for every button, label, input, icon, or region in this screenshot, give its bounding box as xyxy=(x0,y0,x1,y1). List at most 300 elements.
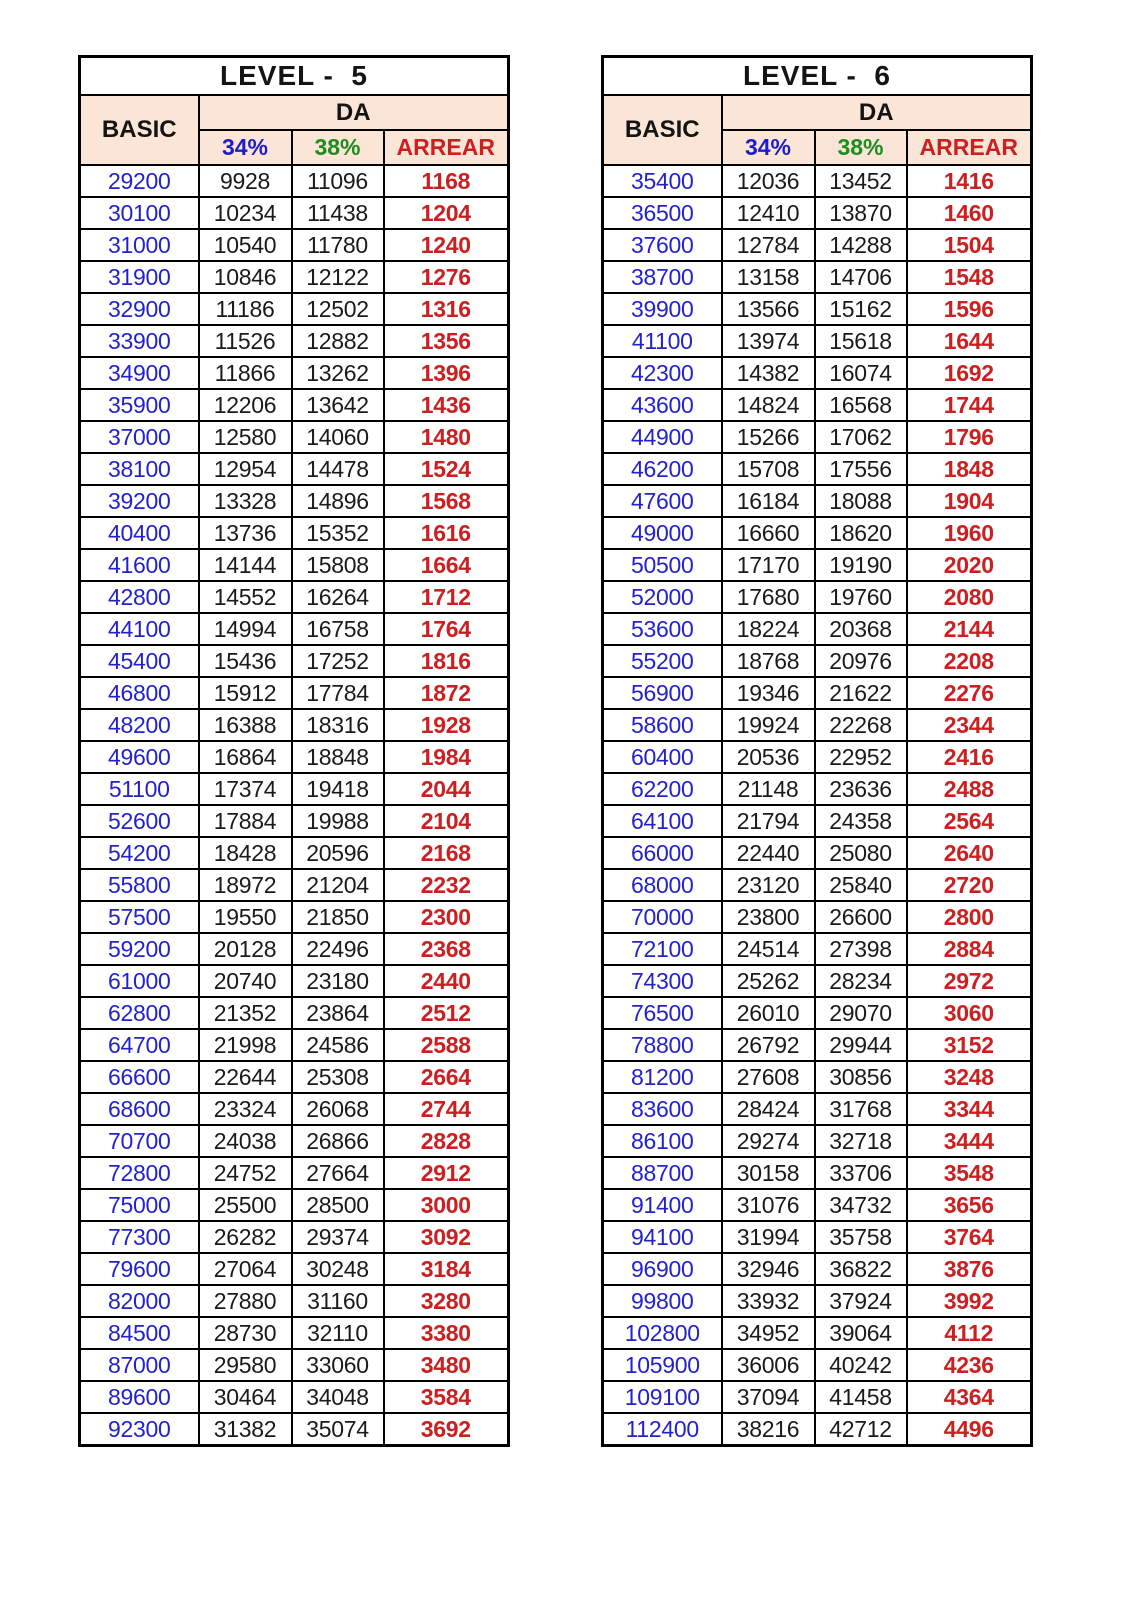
table-row xyxy=(80,1285,509,1317)
da-38-value: 20976 xyxy=(815,645,907,677)
table-row xyxy=(603,965,1032,997)
da-34-value: 28730 xyxy=(199,1317,292,1349)
table-row xyxy=(80,261,509,293)
da-34-header: 34% xyxy=(722,130,815,165)
basic-value: 81200 xyxy=(603,1061,722,1093)
da-34-value: 12206 xyxy=(199,389,292,421)
table-row xyxy=(603,165,1032,197)
da-34-value: 16184 xyxy=(722,485,815,517)
arrear-value: 2416 xyxy=(907,741,1032,773)
arrear-value: 2440 xyxy=(384,965,509,997)
da-38-value: 14896 xyxy=(292,485,384,517)
arrear-value: 1692 xyxy=(907,357,1032,389)
table-row xyxy=(603,677,1032,709)
basic-value: 59200 xyxy=(80,933,199,965)
da-38-value: 17062 xyxy=(815,421,907,453)
da-38-value: 28500 xyxy=(292,1189,384,1221)
arrear-value: 3092 xyxy=(384,1221,509,1253)
table-header-row-1 xyxy=(80,95,509,130)
da-34-value: 14552 xyxy=(199,581,292,613)
da-34-value: 18972 xyxy=(199,869,292,901)
table-title: LEVEL - 6 xyxy=(603,57,1032,96)
basic-value: 39200 xyxy=(80,485,199,517)
da-38-value: 15808 xyxy=(292,549,384,581)
da-38-value: 30248 xyxy=(292,1253,384,1285)
table-row xyxy=(603,709,1032,741)
da-38-value: 36822 xyxy=(815,1253,907,1285)
basic-value: 72800 xyxy=(80,1157,199,1189)
da-38-header: 38% xyxy=(815,130,907,165)
basic-value: 37000 xyxy=(80,421,199,453)
table-row xyxy=(603,261,1032,293)
da-38-value: 29944 xyxy=(815,1029,907,1061)
arrear-value: 1764 xyxy=(384,613,509,645)
da-38-value: 29070 xyxy=(815,997,907,1029)
da-34-value: 16864 xyxy=(199,741,292,773)
arrear-value: 3000 xyxy=(384,1189,509,1221)
arrear-value: 2232 xyxy=(384,869,509,901)
arrear-value: 1712 xyxy=(384,581,509,613)
da-38-value: 12882 xyxy=(292,325,384,357)
basic-value: 49600 xyxy=(80,741,199,773)
basic-value: 36500 xyxy=(603,197,722,229)
da-34-value: 28424 xyxy=(722,1093,815,1125)
da-34-value: 11186 xyxy=(199,293,292,325)
da-34-value: 17170 xyxy=(722,549,815,581)
table-row xyxy=(603,1413,1032,1446)
table-row xyxy=(603,1253,1032,1285)
arrear-value: 4236 xyxy=(907,1349,1032,1381)
table-row xyxy=(80,965,509,997)
da-38-value: 32110 xyxy=(292,1317,384,1349)
da-34-value: 17680 xyxy=(722,581,815,613)
arrear-value: 1616 xyxy=(384,517,509,549)
table-row xyxy=(80,1189,509,1221)
da-38-value: 19418 xyxy=(292,773,384,805)
table-row xyxy=(80,1253,509,1285)
da-38-value: 26068 xyxy=(292,1093,384,1125)
da-38-value: 39064 xyxy=(815,1317,907,1349)
basic-value: 45400 xyxy=(80,645,199,677)
basic-value: 70000 xyxy=(603,901,722,933)
da-38-value: 11096 xyxy=(292,165,384,197)
da-38-value: 29374 xyxy=(292,1221,384,1253)
basic-value: 102800 xyxy=(603,1317,722,1349)
arrear-header: ARREAR xyxy=(907,130,1032,165)
da-38-value: 18620 xyxy=(815,517,907,549)
da-34-value: 14144 xyxy=(199,549,292,581)
da-34-value: 24752 xyxy=(199,1157,292,1189)
da-38-value: 17784 xyxy=(292,677,384,709)
table-row xyxy=(603,933,1032,965)
basic-value: 41600 xyxy=(80,549,199,581)
arrear-value: 3344 xyxy=(907,1093,1032,1125)
arrear-value: 1168 xyxy=(384,165,509,197)
da-34-value: 26282 xyxy=(199,1221,292,1253)
basic-value: 56900 xyxy=(603,677,722,709)
arrear-value: 2720 xyxy=(907,869,1032,901)
table-row xyxy=(603,357,1032,389)
basic-value: 50500 xyxy=(603,549,722,581)
basic-value: 68600 xyxy=(80,1093,199,1125)
arrear-value: 2640 xyxy=(907,837,1032,869)
arrear-value: 2488 xyxy=(907,773,1032,805)
da-34-value: 21148 xyxy=(722,773,815,805)
da-38-value: 18316 xyxy=(292,709,384,741)
da-38-value: 14706 xyxy=(815,261,907,293)
basic-value: 44100 xyxy=(80,613,199,645)
da-34-value: 12784 xyxy=(722,229,815,261)
basic-value: 109100 xyxy=(603,1381,722,1413)
arrear-value: 1960 xyxy=(907,517,1032,549)
table-row xyxy=(603,901,1032,933)
pay-tables-container xyxy=(78,55,1033,1447)
da-34-value: 36006 xyxy=(722,1349,815,1381)
da-header: DA xyxy=(199,95,509,130)
da-38-value: 34048 xyxy=(292,1381,384,1413)
arrear-value: 1744 xyxy=(907,389,1032,421)
da-38-value: 26866 xyxy=(292,1125,384,1157)
da-34-value: 15266 xyxy=(722,421,815,453)
da-34-value: 20536 xyxy=(722,741,815,773)
table-row xyxy=(80,517,509,549)
arrear-value: 2104 xyxy=(384,805,509,837)
table-row xyxy=(80,1061,509,1093)
arrear-value: 3692 xyxy=(384,1413,509,1446)
arrear-value: 1644 xyxy=(907,325,1032,357)
da-34-value: 20740 xyxy=(199,965,292,997)
table-row xyxy=(603,549,1032,581)
da-38-value: 25840 xyxy=(815,869,907,901)
arrear-value: 2044 xyxy=(384,773,509,805)
da-34-value: 14994 xyxy=(199,613,292,645)
arrear-value: 3656 xyxy=(907,1189,1032,1221)
table-title: LEVEL - 5 xyxy=(80,57,509,96)
arrear-value: 1480 xyxy=(384,421,509,453)
basic-value: 40400 xyxy=(80,517,199,549)
table-row xyxy=(80,1221,509,1253)
da-34-value: 17884 xyxy=(199,805,292,837)
table-row xyxy=(603,1061,1032,1093)
basic-value: 62800 xyxy=(80,997,199,1029)
da-38-value: 40242 xyxy=(815,1349,907,1381)
da-34-value: 21998 xyxy=(199,1029,292,1061)
da-38-value: 25080 xyxy=(815,837,907,869)
da-34-value: 30464 xyxy=(199,1381,292,1413)
table-row xyxy=(603,773,1032,805)
basic-value: 72100 xyxy=(603,933,722,965)
table-row xyxy=(603,197,1032,229)
arrear-value: 2300 xyxy=(384,901,509,933)
basic-header: BASIC xyxy=(80,95,199,165)
arrear-value: 1928 xyxy=(384,709,509,741)
da-38-value: 26600 xyxy=(815,901,907,933)
da-34-value: 31994 xyxy=(722,1221,815,1253)
arrear-value: 1204 xyxy=(384,197,509,229)
table-row xyxy=(603,485,1032,517)
da-38-value: 22268 xyxy=(815,709,907,741)
da-38-value: 12122 xyxy=(292,261,384,293)
da-34-value: 19346 xyxy=(722,677,815,709)
da-38-value: 19988 xyxy=(292,805,384,837)
da-38-value: 23864 xyxy=(292,997,384,1029)
basic-value: 74300 xyxy=(603,965,722,997)
da-34-value: 12954 xyxy=(199,453,292,485)
basic-value: 34900 xyxy=(80,357,199,389)
da-34-value: 32946 xyxy=(722,1253,815,1285)
table-row xyxy=(603,389,1032,421)
arrear-value: 1548 xyxy=(907,261,1032,293)
arrear-value: 2512 xyxy=(384,997,509,1029)
da-34-value: 18224 xyxy=(722,613,815,645)
arrear-value: 1596 xyxy=(907,293,1032,325)
table-row xyxy=(80,325,509,357)
basic-value: 49000 xyxy=(603,517,722,549)
table-body xyxy=(603,165,1032,1446)
table-row xyxy=(603,1381,1032,1413)
da-38-value: 15162 xyxy=(815,293,907,325)
da-34-value: 15436 xyxy=(199,645,292,677)
arrear-value: 1524 xyxy=(384,453,509,485)
da-38-value: 13262 xyxy=(292,357,384,389)
da-38-value: 15618 xyxy=(815,325,907,357)
basic-value: 52000 xyxy=(603,581,722,613)
da-34-value: 13736 xyxy=(199,517,292,549)
arrear-value: 2884 xyxy=(907,933,1032,965)
da-38-value: 19760 xyxy=(815,581,907,613)
table-row xyxy=(80,549,509,581)
basic-value: 75000 xyxy=(80,1189,199,1221)
arrear-value: 2344 xyxy=(907,709,1032,741)
basic-value: 44900 xyxy=(603,421,722,453)
da-38-value: 33706 xyxy=(815,1157,907,1189)
da-34-value: 23120 xyxy=(722,869,815,901)
table-row xyxy=(603,837,1032,869)
arrear-value: 3548 xyxy=(907,1157,1032,1189)
da-38-value: 14060 xyxy=(292,421,384,453)
da-34-value: 33932 xyxy=(722,1285,815,1317)
arrear-value: 3184 xyxy=(384,1253,509,1285)
table-row xyxy=(603,1285,1032,1317)
da-38-value: 31160 xyxy=(292,1285,384,1317)
da-34-value: 26792 xyxy=(722,1029,815,1061)
arrear-value: 3060 xyxy=(907,997,1032,1029)
table-row xyxy=(80,645,509,677)
basic-value: 79600 xyxy=(80,1253,199,1285)
basic-value: 89600 xyxy=(80,1381,199,1413)
da-38-value: 23636 xyxy=(815,773,907,805)
da-38-value: 18088 xyxy=(815,485,907,517)
da-34-value: 30158 xyxy=(722,1157,815,1189)
da-38-value: 41458 xyxy=(815,1381,907,1413)
da-34-value: 13328 xyxy=(199,485,292,517)
table-row xyxy=(80,1413,509,1446)
table-row xyxy=(603,1125,1032,1157)
basic-value: 30100 xyxy=(80,197,199,229)
table-row xyxy=(603,1029,1032,1061)
da-38-value: 18848 xyxy=(292,741,384,773)
table-row xyxy=(603,229,1032,261)
table-row xyxy=(603,1349,1032,1381)
da-34-value: 10846 xyxy=(199,261,292,293)
da-34-value: 12036 xyxy=(722,165,815,197)
table-row xyxy=(80,293,509,325)
arrear-value: 1816 xyxy=(384,645,509,677)
table-row xyxy=(80,933,509,965)
basic-value: 66000 xyxy=(603,837,722,869)
basic-value: 82000 xyxy=(80,1285,199,1317)
arrear-value: 1436 xyxy=(384,389,509,421)
arrear-value: 4112 xyxy=(907,1317,1032,1349)
table-row xyxy=(80,357,509,389)
arrear-value: 3992 xyxy=(907,1285,1032,1317)
arrear-value: 3152 xyxy=(907,1029,1032,1061)
da-34-value: 18428 xyxy=(199,837,292,869)
da-34-value: 12580 xyxy=(199,421,292,453)
table-row xyxy=(603,1317,1032,1349)
table-row xyxy=(80,229,509,261)
basic-value: 51100 xyxy=(80,773,199,805)
basic-value: 105900 xyxy=(603,1349,722,1381)
basic-value: 99800 xyxy=(603,1285,722,1317)
level-6-table xyxy=(601,55,1033,1447)
table-row xyxy=(80,773,509,805)
basic-value: 38100 xyxy=(80,453,199,485)
basic-value: 84500 xyxy=(80,1317,199,1349)
da-38-value: 34732 xyxy=(815,1189,907,1221)
basic-value: 47600 xyxy=(603,485,722,517)
arrear-value: 2828 xyxy=(384,1125,509,1157)
da-38-value: 23180 xyxy=(292,965,384,997)
arrear-value: 1416 xyxy=(907,165,1032,197)
da-34-value: 23800 xyxy=(722,901,815,933)
arrear-value: 1240 xyxy=(384,229,509,261)
da-34-value: 26010 xyxy=(722,997,815,1029)
da-38-value: 27664 xyxy=(292,1157,384,1189)
arrear-value: 2020 xyxy=(907,549,1032,581)
table-row xyxy=(80,677,509,709)
basic-value: 35400 xyxy=(603,165,722,197)
basic-value: 48200 xyxy=(80,709,199,741)
basic-value: 87000 xyxy=(80,1349,199,1381)
da-34-value: 11526 xyxy=(199,325,292,357)
arrear-value: 3764 xyxy=(907,1221,1032,1253)
arrear-value: 3248 xyxy=(907,1061,1032,1093)
arrear-value: 2588 xyxy=(384,1029,509,1061)
table-row xyxy=(80,997,509,1029)
da-34-value: 17374 xyxy=(199,773,292,805)
basic-value: 61000 xyxy=(80,965,199,997)
table-row xyxy=(80,165,509,197)
da-34-value: 24514 xyxy=(722,933,815,965)
arrear-value: 2664 xyxy=(384,1061,509,1093)
arrear-value: 2368 xyxy=(384,933,509,965)
table-row xyxy=(80,453,509,485)
da-34-value: 11866 xyxy=(199,357,292,389)
da-38-value: 12502 xyxy=(292,293,384,325)
table-row xyxy=(80,709,509,741)
table-row xyxy=(603,581,1032,613)
da-38-value: 16074 xyxy=(815,357,907,389)
basic-value: 70700 xyxy=(80,1125,199,1157)
da-38-value: 24358 xyxy=(815,805,907,837)
da-38-value: 13642 xyxy=(292,389,384,421)
da-34-value: 13566 xyxy=(722,293,815,325)
basic-header: BASIC xyxy=(603,95,722,165)
basic-value: 76500 xyxy=(603,997,722,1029)
arrear-header: ARREAR xyxy=(384,130,509,165)
da-34-value: 19550 xyxy=(199,901,292,933)
basic-value: 46200 xyxy=(603,453,722,485)
arrear-value: 1316 xyxy=(384,293,509,325)
table-row xyxy=(603,421,1032,453)
da-38-value: 35074 xyxy=(292,1413,384,1446)
arrear-value: 2144 xyxy=(907,613,1032,645)
arrear-value: 3480 xyxy=(384,1349,509,1381)
da-34-value: 19924 xyxy=(722,709,815,741)
da-38-value: 14478 xyxy=(292,453,384,485)
da-34-value: 13158 xyxy=(722,261,815,293)
da-38-value: 15352 xyxy=(292,517,384,549)
basic-value: 43600 xyxy=(603,389,722,421)
arrear-value: 2208 xyxy=(907,645,1032,677)
basic-value: 68000 xyxy=(603,869,722,901)
da-38-value: 30856 xyxy=(815,1061,907,1093)
da-38-value: 21850 xyxy=(292,901,384,933)
basic-value: 78800 xyxy=(603,1029,722,1061)
table-body xyxy=(80,165,509,1446)
da-34-value: 27880 xyxy=(199,1285,292,1317)
basic-value: 96900 xyxy=(603,1253,722,1285)
da-34-value: 22644 xyxy=(199,1061,292,1093)
table-row xyxy=(80,837,509,869)
arrear-value: 1568 xyxy=(384,485,509,517)
da-34-value: 38216 xyxy=(722,1413,815,1446)
basic-value: 83600 xyxy=(603,1093,722,1125)
basic-value: 33900 xyxy=(80,325,199,357)
table-row xyxy=(80,389,509,421)
basic-value: 52600 xyxy=(80,805,199,837)
table-row xyxy=(603,1157,1032,1189)
arrear-value: 3584 xyxy=(384,1381,509,1413)
basic-value: 88700 xyxy=(603,1157,722,1189)
basic-value: 54200 xyxy=(80,837,199,869)
basic-value: 31900 xyxy=(80,261,199,293)
table-row xyxy=(603,741,1032,773)
basic-value: 60400 xyxy=(603,741,722,773)
da-34-value: 20128 xyxy=(199,933,292,965)
basic-value: 58600 xyxy=(603,709,722,741)
da-38-value: 42712 xyxy=(815,1413,907,1446)
da-38-value: 20368 xyxy=(815,613,907,645)
table-row xyxy=(80,1381,509,1413)
table-row xyxy=(603,325,1032,357)
da-34-value: 31382 xyxy=(199,1413,292,1446)
basic-value: 39900 xyxy=(603,293,722,325)
table-row xyxy=(603,1221,1032,1253)
basic-value: 62200 xyxy=(603,773,722,805)
da-34-value: 21794 xyxy=(722,805,815,837)
arrear-value: 1396 xyxy=(384,357,509,389)
table-row xyxy=(80,581,509,613)
da-38-value: 21622 xyxy=(815,677,907,709)
basic-value: 57500 xyxy=(80,901,199,933)
table-title-row xyxy=(80,57,509,96)
arrear-value: 1504 xyxy=(907,229,1032,261)
arrear-value: 1984 xyxy=(384,741,509,773)
arrear-value: 1904 xyxy=(907,485,1032,517)
da-38-value: 31768 xyxy=(815,1093,907,1125)
